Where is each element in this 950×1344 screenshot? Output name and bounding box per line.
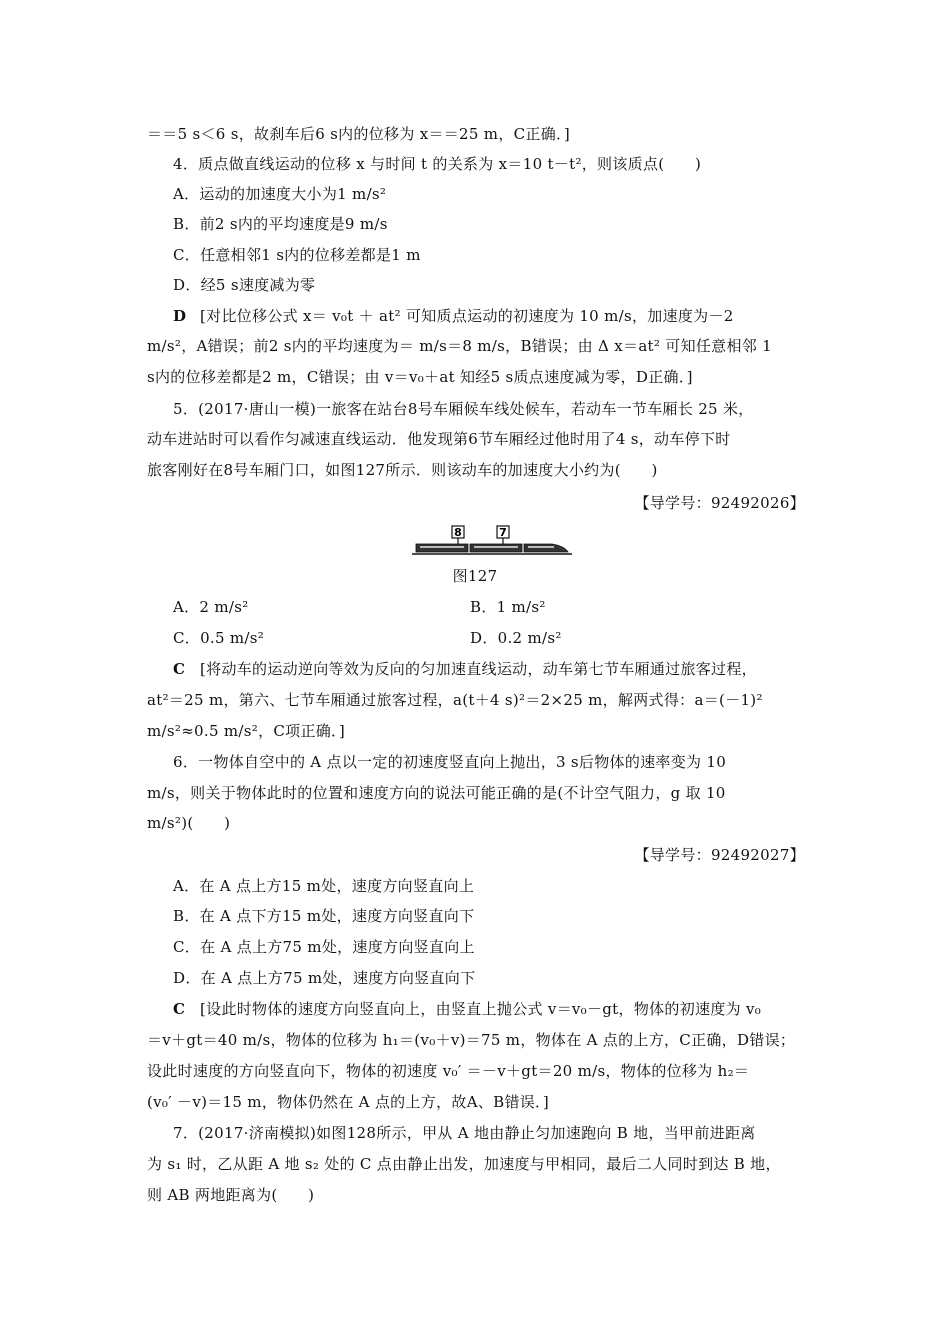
question-6-stem: m/s，则关于物体此时的位置和速度方向的说法可能正确的是(不计空气阻力，g 取 10 xyxy=(147,784,726,802)
question-4-option-b: B．前2 s内的平均速度是9 m/s xyxy=(173,215,388,233)
question-4-option-c: C．任意相邻1 s内的位移差都是1 m xyxy=(173,246,421,264)
question-7-stem: 为 s₁ 时，乙从距 A 地 s₂ 处的 C 点由静止出发，加速度与甲相同，最后二人同时到达 B 地， xyxy=(147,1155,781,1173)
question-7-stem: 则 AB 两地距离为( ) xyxy=(147,1186,315,1204)
question-5-explanation: [将动车的运动逆向等效为反向的匀加速直线运动，动车第七节车厢通过旅客过程， xyxy=(200,660,757,678)
question-5-explanation: at²＝25 m，第六、七节车厢通过旅客过程，a(t＋4 s)²＝2×25 m，解两式得：a＝(－1)² xyxy=(147,691,763,709)
question-4-stem: 4．质点做直线运动的位移 x 与时间 t 的关系为 x＝10 t－t²，则该质点( ) xyxy=(173,155,702,173)
question-6-stem: 6．一物体自空中的 A 点以一定的初速度竖直向上抛出，3 s后物体的速率变为 10 xyxy=(173,753,727,771)
question-5-stem: 旅客刚好在8号车厢门口，如图127所示．则该动车的加速度大小约为( ) xyxy=(147,461,658,479)
train-cars xyxy=(416,544,568,552)
question-5-explanation: m/s²≈0.5 m/s²，C项正确．] xyxy=(147,722,345,740)
figure-caption: 图127 xyxy=(452,567,498,585)
question-4-explanation: s内的位移差都是2 m，C错误；由 v＝v₀＋at 知经5 s质点速度减为零，D正确．] xyxy=(147,368,693,386)
guide-number: 【导学号：92492026】 xyxy=(634,494,805,512)
guide-number: 【导学号：92492027】 xyxy=(634,846,805,864)
question-5-stem: 动车进站时可以看作匀减速直线运动．他发现第6节车厢经过他时用了4 s，动车停下时 xyxy=(147,430,731,448)
question-6-option-c: C．在 A 点上方75 m处，速度方向竖直向上 xyxy=(173,938,475,956)
question-4-option-a: A．运动的加速度大小为1 m/s² xyxy=(173,185,387,203)
question-6-stem: m/s²)( ) xyxy=(147,814,231,832)
train-figure xyxy=(412,524,572,558)
question-6-answer-letter: C xyxy=(173,1000,186,1018)
question-5-stem: 5．(2017·唐山一模)一旅客在站台8号车厢候车线处候车，若动车一节车厢长 25 米， xyxy=(173,400,754,418)
car-8-label: 8 xyxy=(454,526,462,539)
question-5-answer-letter: C xyxy=(173,660,186,678)
question-4-explanation: [对比位移公式 x＝ v₀t ＋ at² 可知质点运动的初速度为 10 m/s，加速度为－2 xyxy=(200,307,734,325)
question-4-option-d: D．经5 s速度减为零 xyxy=(173,276,316,294)
question-6-explanation: (v₀′ －v)＝15 m，物体仍然在 A 点的上方，故A、B错误．] xyxy=(147,1093,549,1111)
question-5-option-d: D．0.2 m/s² xyxy=(470,629,562,647)
question-5-option-c: C．0.5 m/s² xyxy=(173,629,265,647)
question-4-answer-letter: D xyxy=(173,307,187,325)
question-4-explanation: m/s²，A错误；前2 s内的平均速度为＝ m/s＝8 m/s，B错误；由 Δ x＝at² 可知任意相邻 1 xyxy=(147,337,772,355)
text-line: ＝＝5 s＜6 s，故刹车后6 s内的位移为 x＝＝25 m，C正确．] xyxy=(147,125,570,143)
question-6-option-a: A．在 A 点上方15 m处，速度方向竖直向上 xyxy=(173,877,475,895)
question-5-option-a: A．2 m/s² xyxy=(173,598,249,616)
question-6-explanation: 设此时速度的方向竖直向下，物体的初速度 v₀′ ＝－v＋gt＝20 m/s，物体的位移为 h₂＝ xyxy=(147,1062,750,1080)
question-5-option-b: B．1 m/s² xyxy=(470,598,546,616)
question-6-explanation: [设此时物体的速度方向竖直向上，由竖直上抛公式 v＝v₀－gt，物体的初速度为 v₀ xyxy=(200,1000,762,1018)
car-7-label: 7 xyxy=(499,526,507,539)
question-6-option-b: B．在 A 点下方15 m处，速度方向竖直向下 xyxy=(173,907,475,925)
question-7-stem: 7．(2017·济南模拟)如图128所示，甲从 A 地由静止匀加速跑向 B 地，当甲前进距离 xyxy=(173,1124,756,1142)
question-6-explanation: ＝v＋gt＝40 m/s，物体的位移为 h₁＝(v₀＋v)＝75 m，物体在 A 点的上方，C正确，D错误； xyxy=(147,1031,796,1049)
question-6-option-d: D．在 A 点上方75 m处，速度方向竖直向下 xyxy=(173,969,476,987)
